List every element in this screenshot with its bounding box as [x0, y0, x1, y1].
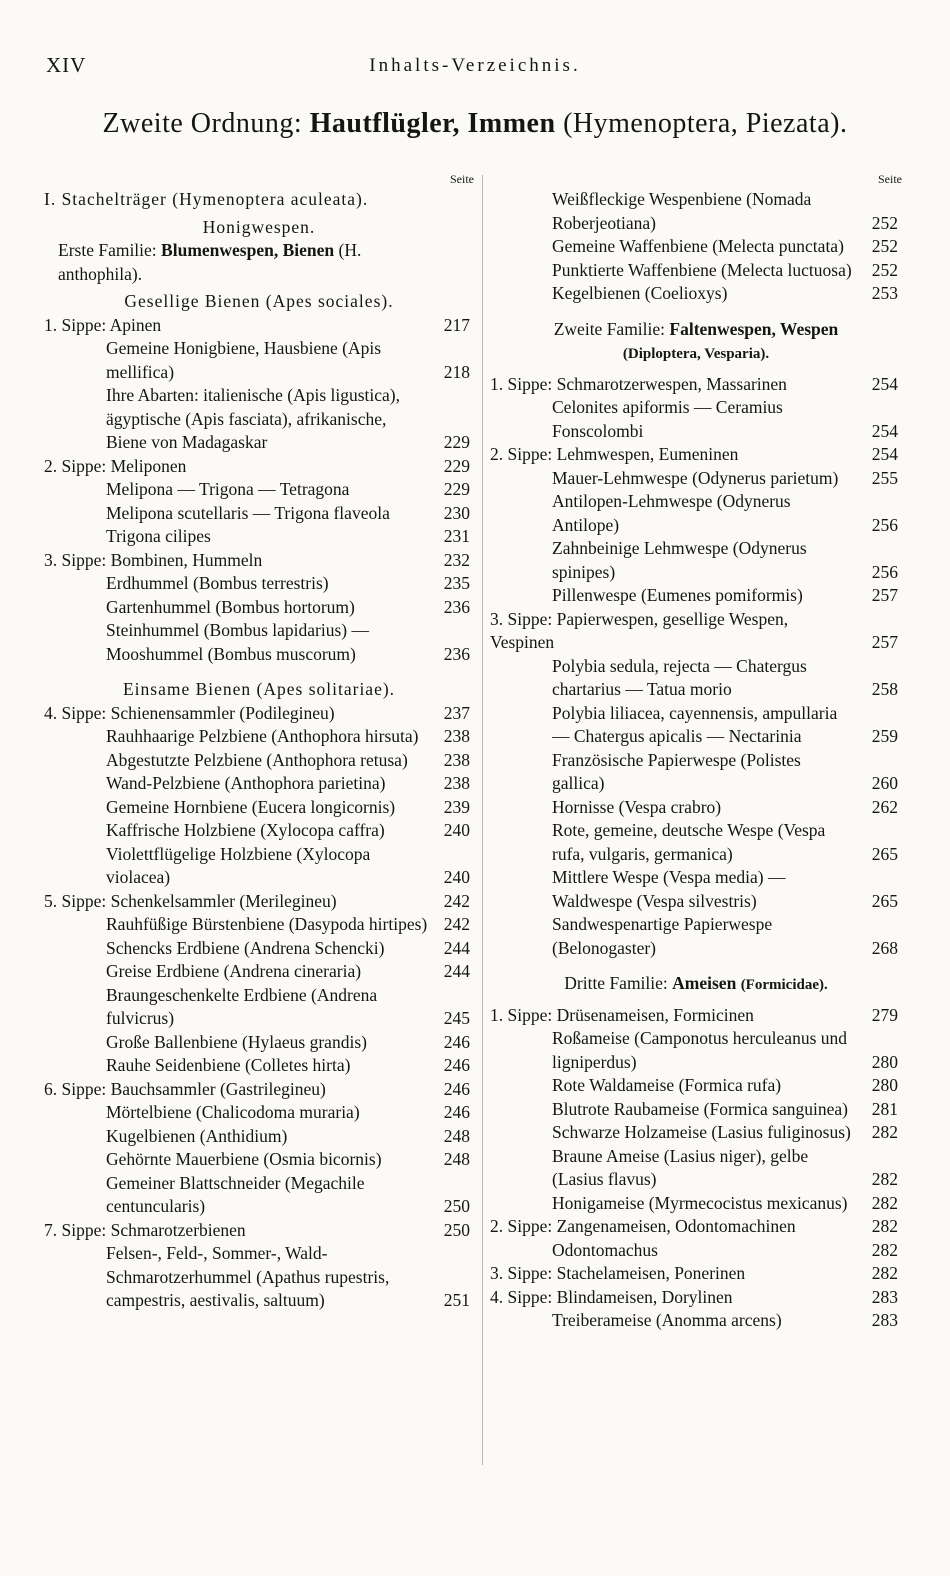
entry-title: Schwarze Holzameise (Lasius fuliginosus): [552, 1122, 851, 1142]
entry-title: 4. Sippe: Blindameisen, Dorylinen: [490, 1286, 733, 1307]
entry-page: 283: [871, 1286, 898, 1307]
entry-title: Gemeine Waffenbiene (Melecta punctata): [552, 236, 844, 256]
family-prefix: Erste Familie:: [58, 240, 157, 260]
toc-entry[interactable]: [490, 1309, 902, 1333]
family-latin: (H. anthophila).: [58, 240, 362, 284]
toc-entry[interactable]: [490, 235, 902, 259]
group-heading: Honigwespen.: [202, 216, 316, 237]
entry-title: 3. Sippe: Bombinen, Hummeln: [44, 549, 263, 570]
entry-page: 217: [443, 314, 470, 335]
toc-entry[interactable]: [44, 525, 474, 549]
entry-page: 257: [871, 585, 898, 605]
entry-page: 229: [443, 432, 470, 452]
entry-title: 3. Sippe: Papierwespen, gesellige Wespen, Vespinen: [490, 608, 789, 652]
entry-page: 246: [443, 1055, 470, 1075]
entry-page: 282: [871, 1122, 898, 1142]
entry-page: 256: [871, 561, 898, 582]
entry-title: Blutrote Raubameise (Formica sanguinea): [552, 1098, 848, 1119]
order-title: [0, 108, 950, 139]
entry-page: 282: [871, 1263, 898, 1283]
entry-title: Gemeiner Blattschneider (Megachile centuncularis): [106, 1172, 365, 1216]
entry-page: 265: [871, 843, 898, 864]
toc-entry[interactable]: [490, 1145, 902, 1192]
entry-title: Rauhhaarige Pelzbiene (Anthophora hirsuta): [106, 726, 419, 746]
page-header: [40, 54, 910, 84]
entry-title: Polybia liliacea, cayennensis, ampullaria — Chatergus apicalis — Nectarinia: [552, 702, 838, 746]
toc-entry[interactable]: [44, 549, 474, 573]
subgroup-heading: Einsame Bienen (Apes solitariae).: [122, 679, 396, 699]
entry-page: 229: [443, 479, 470, 499]
entry-title: Gehörnte Mauerbiene (Osmia bicornis): [106, 1149, 382, 1169]
toc-entry[interactable]: [44, 702, 474, 726]
entry-title: Antilopen-Lehmwespe (Odynerus Antilope): [552, 491, 791, 535]
toc-entry[interactable]: [44, 314, 474, 338]
toc-entry[interactable]: [44, 1219, 474, 1243]
toc-entry[interactable]: [44, 455, 474, 479]
toc-entry[interactable]: [490, 396, 902, 443]
family-latin: (Diploptera, Vesparia).: [622, 346, 770, 362]
entry-page: 250: [443, 1196, 470, 1216]
toc-entry[interactable]: [490, 188, 902, 235]
entry-page: 279: [871, 1004, 898, 1025]
entry-title: 2. Sippe: Zangenameisen, Odontomachinen: [490, 1216, 796, 1236]
entry-page: 238: [443, 773, 470, 793]
toc-entry[interactable]: [490, 1121, 902, 1145]
entry-page: 232: [443, 549, 470, 570]
entry-title: Abgestutzte Pelzbiene (Anthophora retusa): [106, 749, 408, 770]
entry-title: Polybia sedula, rejecta — Chatergus chartarius — Tatua morio: [552, 655, 807, 699]
entry-page: 235: [443, 573, 470, 593]
toc-entry[interactable]: [490, 1098, 902, 1122]
entry-page: 258: [871, 679, 898, 699]
toc-entry[interactable]: [490, 866, 902, 913]
entry-title: Felsen-, Feld-, Sommer-, Wald-Schmarotzerhummel (Apathus rupestris, campestris, aestivalis, saltuum): [106, 1243, 390, 1310]
running-head: Inhalts-Verzeichnis.: [369, 55, 581, 76]
column-rule: [482, 175, 483, 1465]
entry-page: 230: [443, 502, 470, 523]
toc-entry[interactable]: [44, 1242, 474, 1313]
family-name: Blumenwespen, Bienen: [161, 240, 335, 260]
toc-entry[interactable]: [490, 913, 902, 960]
toc-entry[interactable]: [490, 467, 902, 491]
entry-title: Kegelbienen (Coelioxys): [552, 283, 728, 303]
entry-title: Wand-Pelzbiene (Anthophora parietina): [106, 773, 386, 793]
toc-entry[interactable]: [44, 1125, 474, 1149]
entry-page: 244: [443, 937, 470, 958]
toc-entry[interactable]: [44, 337, 474, 384]
entry-page: 245: [443, 1008, 470, 1028]
toc-entry[interactable]: [490, 537, 902, 584]
toc-entry[interactable]: [44, 502, 474, 526]
entry-page: 252: [871, 236, 898, 256]
entry-title: 1. Sippe: Apinen: [44, 314, 162, 335]
entry-title: Hornisse (Vespa crabro): [552, 796, 722, 817]
toc-entry[interactable]: [44, 984, 474, 1031]
entry-title: Französische Papierwespe (Polistes gallica): [552, 749, 801, 793]
toc-entry[interactable]: [44, 772, 474, 796]
order-prefix: Zweite Ordnung:: [102, 108, 303, 139]
entry-page: 239: [443, 796, 470, 817]
toc-entry[interactable]: [490, 373, 902, 397]
entry-page: 256: [871, 514, 898, 535]
family-prefix: Zweite Familie:: [553, 318, 666, 339]
entry-title: Odontomachus: [552, 1239, 658, 1260]
family-heading: [490, 318, 902, 367]
toc-entry[interactable]: [490, 1262, 902, 1286]
entry-page: 280: [871, 1075, 898, 1095]
entry-title: Steinhummel (Bombus lapidarius) — Mooshummel (Bombus muscorum): [106, 620, 369, 664]
toc-entry[interactable]: [44, 937, 474, 961]
entry-title: Pillenwespe (Eumenes pomiformis): [552, 585, 803, 605]
entry-page: 268: [871, 937, 898, 958]
toc-entry[interactable]: [44, 1031, 474, 1055]
entry-title: Kaffrische Holzbiene (Xylocopa caffra): [106, 820, 385, 840]
entry-page: 282: [871, 1239, 898, 1260]
entry-title: Greise Erdbiene (Andrena cineraria): [106, 961, 362, 981]
entry-page: 251: [443, 1290, 470, 1310]
entry-page: 240: [443, 820, 470, 840]
toc-entry[interactable]: [44, 796, 474, 820]
page-number: XIV: [46, 53, 87, 77]
entry-page: 248: [443, 1149, 470, 1169]
entry-page: 246: [443, 1031, 470, 1052]
toc-entry[interactable]: [44, 913, 474, 937]
entry-title: Gartenhummel (Bombus hortorum): [106, 596, 355, 617]
entry-page: 236: [443, 596, 470, 617]
toc-entry[interactable]: [490, 490, 902, 537]
entry-page: 240: [443, 867, 470, 887]
entry-title: 1. Sippe: Drüsenameisen, Formicinen: [490, 1004, 754, 1025]
toc-entry[interactable]: [490, 1192, 902, 1216]
left-column: [44, 170, 474, 1313]
entry-page: 218: [443, 361, 470, 382]
entry-page: 283: [871, 1310, 898, 1330]
toc-entry[interactable]: [44, 843, 474, 890]
entry-title: Braungeschenkelte Erdbiene (Andrena fulvicrus): [106, 984, 378, 1028]
seite-label: Seite: [450, 172, 474, 186]
entry-page: 280: [871, 1051, 898, 1072]
toc-entry[interactable]: [44, 478, 474, 502]
entry-page: 282: [871, 1192, 898, 1213]
entry-title: Kugelbienen (Anthidium): [106, 1125, 288, 1146]
entry-title: Gemeine Hornbiene (Eucera longicornis): [106, 796, 396, 817]
toc-entry[interactable]: [490, 819, 902, 866]
entry-title: Sandwespenartige Papierwespe (Belonogaster): [552, 914, 773, 958]
toc-entry[interactable]: [44, 1172, 474, 1219]
family-name: Ameisen: [672, 973, 737, 993]
toc-entry[interactable]: [44, 725, 474, 749]
family-name: Faltenwespen, Wespen: [669, 318, 839, 339]
family-heading: [44, 239, 474, 286]
section-heading: I. Stachelträger (Hymenoptera aculeata).: [44, 189, 369, 209]
toc-entry[interactable]: [44, 384, 474, 455]
entry-title: Melipona — Trigona — Tetragona: [106, 479, 350, 499]
toc-entry[interactable]: [490, 282, 902, 306]
entry-title: Rauhfüßige Bürstenbiene (Dasypoda hirtipes): [106, 914, 428, 934]
entry-page: 231: [443, 526, 470, 546]
toc-entry[interactable]: [44, 1148, 474, 1172]
entry-page: 259: [871, 726, 898, 746]
toc-entry[interactable]: [490, 1074, 902, 1098]
entry-title: Gemeine Honigbiene, Hausbiene (Apis mellifica): [106, 338, 382, 382]
entry-page: 255: [871, 467, 898, 488]
entry-page: 236: [443, 643, 470, 664]
toc-entry[interactable]: [490, 1027, 902, 1074]
entry-page: 265: [871, 890, 898, 911]
toc-entry[interactable]: [490, 443, 902, 467]
toc-entry[interactable]: [490, 584, 902, 608]
entry-page: 252: [871, 212, 898, 233]
toc-entry[interactable]: [44, 1101, 474, 1125]
entry-title: 1. Sippe: Schmarotzerwespen, Massarinen: [490, 373, 787, 394]
entry-title: Treiberameise (Anomma arcens): [552, 1310, 782, 1330]
family-heading: [490, 972, 902, 998]
entry-page: 242: [443, 914, 470, 934]
entry-title: 6. Sippe: Bauchsammler (Gastrilegineu): [44, 1078, 326, 1099]
toc-entry[interactable]: [490, 1004, 902, 1028]
entry-page: 242: [443, 890, 470, 911]
toc-entry[interactable]: [490, 749, 902, 796]
entry-page: 250: [443, 1219, 470, 1240]
toc-entry[interactable]: [490, 608, 902, 655]
toc-entry[interactable]: [44, 1078, 474, 1102]
toc-entry[interactable]: [490, 655, 902, 702]
entry-title: Trigona cilipes: [106, 526, 211, 546]
entry-page: 248: [443, 1125, 470, 1146]
entry-page: 254: [871, 444, 898, 464]
toc-entry[interactable]: [44, 960, 474, 984]
entry-page: 237: [443, 702, 470, 723]
entry-title: Rauhe Seidenbiene (Colletes hirta): [106, 1055, 351, 1075]
entry-title: 4. Sippe: Schienensammler (Podilegineu): [44, 702, 335, 723]
entry-page: 262: [871, 796, 898, 817]
entry-page: 281: [871, 1098, 898, 1119]
entry-page: 253: [871, 283, 898, 303]
order-names: Hautflügler, Immen: [309, 108, 556, 139]
toc-entry[interactable]: [490, 1286, 902, 1310]
entry-title: Violettflügelige Holzbiene (Xylocopa violacea): [106, 843, 371, 887]
entry-page: 282: [871, 1216, 898, 1236]
entry-title: Roßameise (Camponotus herculeanus und ligniperdus): [552, 1028, 848, 1072]
entry-page: 229: [443, 455, 470, 476]
entry-title: Rote Waldameise (Formica rufa): [552, 1075, 782, 1095]
entry-title: 7. Sippe: Schmarotzerbienen: [44, 1219, 246, 1240]
entry-title: Schencks Erdbiene (Andrena Schencki): [106, 937, 385, 958]
entry-title: 2. Sippe: Lehmwespen, Eumeninen: [490, 444, 739, 464]
entry-page: 252: [871, 259, 898, 280]
entry-page: 282: [871, 1169, 898, 1189]
entry-page: 257: [871, 632, 898, 652]
entry-title: Weißfleckige Wespenbiene (Nomada Roberjeotiana): [552, 189, 812, 233]
toc-entry[interactable]: [44, 619, 474, 666]
toc-entry[interactable]: [490, 702, 902, 749]
entry-title: Zahnbeinige Lehmwespe (Odynerus spinipes): [552, 538, 807, 582]
toc-entry[interactable]: [490, 259, 902, 283]
toc-entry[interactable]: [44, 1054, 474, 1078]
subgroup-heading: Gesellige Bienen (Apes sociales).: [124, 291, 394, 311]
entry-title: 3. Sippe: Stachelameisen, Ponerinen: [490, 1263, 746, 1283]
entry-page: 238: [443, 726, 470, 746]
order-latin: (Hymenoptera, Piezata).: [563, 108, 848, 139]
entry-title: Rote, gemeine, deutsche Wespe (Vespa rufa, vulgaris, germanica): [552, 820, 826, 864]
toc-entry[interactable]: [490, 1239, 902, 1263]
entry-title: Mörtelbiene (Chalicodoma muraria): [106, 1102, 360, 1122]
entry-title: 2. Sippe: Meliponen: [44, 455, 187, 476]
right-column: [490, 170, 902, 1333]
entry-page: 244: [443, 961, 470, 981]
toc-entry[interactable]: [490, 796, 902, 820]
entry-page: 238: [443, 749, 470, 770]
entry-title: Punktierte Waffenbiene (Melecta luctuosa): [552, 259, 852, 280]
entry-page: 260: [871, 773, 898, 793]
entry-title: 5. Sippe: Schenkelsammler (Merilegineu): [44, 890, 337, 911]
entry-title: Braune Ameise (Lasius niger), gelbe (Lasius flavus): [552, 1145, 809, 1189]
entry-title: Mittlere Wespe (Vespa media) — Waldwespe (Vespa silvestris): [552, 867, 786, 911]
entry-title: Melipona scutellaris — Trigona flaveola: [106, 502, 390, 523]
entry-page: 246: [443, 1078, 470, 1099]
toc-entry[interactable]: [44, 572, 474, 596]
entry-page: 254: [871, 420, 898, 441]
toc-entry[interactable]: [44, 890, 474, 914]
toc-entry[interactable]: [44, 819, 474, 843]
seite-label: Seite: [878, 172, 902, 186]
entry-title: Große Ballenbiene (Hylaeus grandis): [106, 1031, 367, 1052]
entry-title: Mauer-Lehmwespe (Odynerus parietum): [552, 467, 839, 488]
toc-entry[interactable]: [44, 596, 474, 620]
toc-entry[interactable]: [490, 1215, 902, 1239]
entry-title: Ihre Abarten: italienische (Apis ligustica), ägyptische (Apis fasciata), afrikanische, Biene von Madagaskar: [106, 385, 401, 452]
entry-title: Honigameise (Myrmecocistus mexicanus): [552, 1192, 848, 1213]
entry-page: 246: [443, 1102, 470, 1122]
entry-page: 254: [871, 373, 898, 394]
entry-title: Celonites apiformis — Ceramius Fonscolombi: [552, 397, 783, 441]
entry-title: Erdhummel (Bombus terrestris): [106, 573, 329, 593]
family-prefix: Dritte Familie:: [564, 973, 668, 993]
family-latin: (Formicidae).: [740, 977, 828, 993]
toc-entry[interactable]: [44, 749, 474, 773]
